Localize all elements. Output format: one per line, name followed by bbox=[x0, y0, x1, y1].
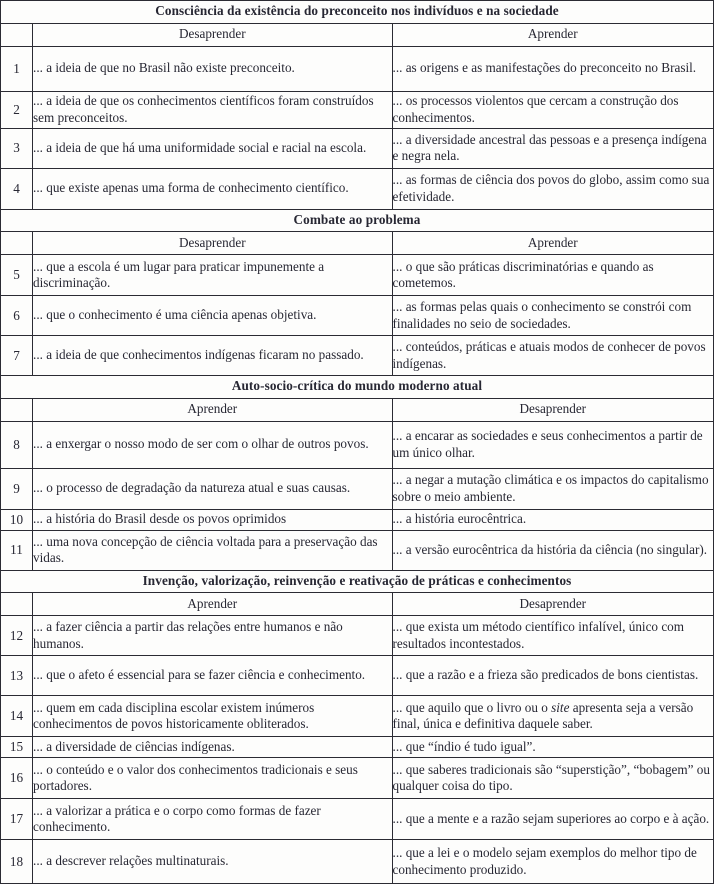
row-left-cell: ... a enxergar o nosso modo de ser com o olhar de outros povos. bbox=[33, 421, 392, 468]
row-left-cell: ... que a escola é um lugar para praticar impunemente a discriminação. bbox=[33, 255, 392, 296]
table-row bbox=[1, 696, 714, 737]
table-row bbox=[1, 421, 714, 468]
column-header-number bbox=[1, 593, 33, 616]
column-header-row bbox=[1, 593, 714, 616]
row-number: 17 bbox=[1, 799, 33, 840]
table-row bbox=[1, 758, 714, 799]
column-header-number bbox=[1, 232, 33, 255]
row-right-cell: ... a diversidade ancestral das pessoas e a presença indígena e negra nela. bbox=[392, 128, 713, 168]
table-row bbox=[1, 616, 714, 656]
row-left-cell: ... a valorizar a prática e o corpo como formas de fazer conhecimento. bbox=[33, 799, 392, 840]
section-title-row bbox=[1, 570, 714, 593]
row-number: 3 bbox=[1, 128, 33, 168]
table-row bbox=[1, 91, 714, 128]
row-left-cell: ... quem em cada disciplina escolar existem inúmeros conhecimentos de povos historicamente obliterados. bbox=[33, 696, 392, 737]
row-number: 16 bbox=[1, 758, 33, 799]
row-right-cell: ... a encarar as sociedades e seus conhecimentos a partir de um único olhar. bbox=[392, 421, 713, 468]
row-left-cell: ... uma nova concepção de ciência voltada para a preservação das vidas. bbox=[33, 530, 392, 570]
table-row bbox=[1, 336, 714, 376]
row-number: 6 bbox=[1, 296, 33, 336]
table-row bbox=[1, 840, 714, 884]
row-number: 11 bbox=[1, 530, 33, 570]
row-right-cell: ... que a lei e o modelo sejam exemplos do melhor tipo de conhecimento produzido. bbox=[392, 840, 713, 884]
column-header-number bbox=[1, 398, 33, 421]
table-row bbox=[1, 530, 714, 570]
row-right-cell: ... a negar a mutação climática e os impactos do capitalismo sobre o meio ambiente. bbox=[392, 468, 713, 509]
table-row bbox=[1, 168, 714, 209]
row-left-cell: ... o conteúdo e o valor dos conhecimentos tradicionais e seus portadores. bbox=[33, 758, 392, 799]
table-row bbox=[1, 296, 714, 336]
table-row bbox=[1, 737, 714, 758]
row-number: 2 bbox=[1, 91, 33, 128]
row-number: 8 bbox=[1, 421, 33, 468]
table-body bbox=[1, 1, 714, 884]
row-right-cell: ... os processos violentos que cercam a construção dos conhecimentos. bbox=[392, 91, 713, 128]
section-title: Invenção, valorização, reinvenção e reativação de práticas e conhecimentos bbox=[1, 570, 714, 593]
section-title-row bbox=[1, 1, 714, 24]
row-left-cell: ... que o conhecimento é uma ciência apenas objetiva. bbox=[33, 296, 392, 336]
table-row bbox=[1, 468, 714, 509]
row-right-cell: ... a versão eurocêntrica da história da ciência (no singular). bbox=[392, 530, 713, 570]
column-header-right: Desaprender bbox=[392, 593, 713, 616]
column-header-row bbox=[1, 23, 714, 46]
row-right-cell: ... que a mente e a razão sejam superiores ao corpo e à ação. bbox=[392, 799, 713, 840]
row-left-cell: ... a descrever relações multinaturais. bbox=[33, 840, 392, 884]
row-number: 7 bbox=[1, 336, 33, 376]
row-right-cell: ... a história eurocêntrica. bbox=[392, 509, 713, 530]
row-left-cell: ... que o afeto é essencial para se fazer ciência e conhecimento. bbox=[33, 656, 392, 696]
row-left-cell: ... a ideia de que os conhecimentos científicos foram construídos sem preconceitos. bbox=[33, 91, 392, 128]
table-row bbox=[1, 656, 714, 696]
section-title: Combate ao problema bbox=[1, 209, 714, 232]
row-left-cell: ... que existe apenas uma forma de conhecimento científico. bbox=[33, 168, 392, 209]
row-left-cell: ... a história do Brasil desde os povos oprimidos bbox=[33, 509, 392, 530]
row-number: 18 bbox=[1, 840, 33, 884]
column-header-row bbox=[1, 232, 714, 255]
row-left-cell: ... a ideia de que há uma uniformidade social e racial na escola. bbox=[33, 128, 392, 168]
row-number: 1 bbox=[1, 46, 33, 91]
row-right-cell: ... que exista um método científico infalível, único com resultados incontestados. bbox=[392, 616, 713, 656]
column-header-left: Desaprender bbox=[33, 232, 392, 255]
section-title: Consciência da existência do preconceito nos indivíduos e na sociedade bbox=[1, 1, 714, 24]
row-right-cell: ... o que são práticas discriminatórias e quando as cometemos. bbox=[392, 255, 713, 296]
column-header-left: Desaprender bbox=[33, 23, 392, 46]
column-header-row bbox=[1, 398, 714, 421]
row-left-cell: ... a diversidade de ciências indígenas. bbox=[33, 737, 392, 758]
column-header-right: Aprender bbox=[392, 23, 713, 46]
row-left-cell: ... o processo de degradação da natureza atual e suas causas. bbox=[33, 468, 392, 509]
row-number: 15 bbox=[1, 737, 33, 758]
row-right-text-italic: site bbox=[551, 699, 570, 715]
row-number: 10 bbox=[1, 509, 33, 530]
column-header-right: Desaprender bbox=[392, 398, 713, 421]
row-right-cell bbox=[392, 696, 713, 737]
row-number: 4 bbox=[1, 168, 33, 209]
section-title-row bbox=[1, 209, 714, 232]
table-row bbox=[1, 799, 714, 840]
column-header-left: Aprender bbox=[33, 593, 392, 616]
row-right-cell: ... que “índio é tudo igual”. bbox=[392, 737, 713, 758]
row-number: 14 bbox=[1, 696, 33, 737]
row-left-cell: ... a ideia de que no Brasil não existe preconceito. bbox=[33, 46, 392, 91]
table-row bbox=[1, 509, 714, 530]
table-row bbox=[1, 46, 714, 91]
row-right-text-pre: ... que aquilo que o livro ou o bbox=[392, 699, 552, 715]
row-left-cell: ... a ideia de que conhecimentos indígenas ficaram no passado. bbox=[33, 336, 392, 376]
row-right-cell: ... as formas de ciência dos povos do globo, assim como sua efetividade. bbox=[392, 168, 713, 209]
row-right-cell: ... as formas pelas quais o conhecimento se constrói com finalidades no seio de sociedades. bbox=[392, 296, 713, 336]
section-title: Auto-socio-crítica do mundo moderno atual bbox=[1, 376, 714, 399]
row-right-cell: ... que a razão e a frieza são predicados de bons cientistas. bbox=[392, 656, 713, 696]
section-title-row bbox=[1, 376, 714, 399]
row-number: 12 bbox=[1, 616, 33, 656]
column-header-left: Aprender bbox=[33, 398, 392, 421]
row-number: 5 bbox=[1, 255, 33, 296]
row-number: 9 bbox=[1, 468, 33, 509]
row-left-cell: ... a fazer ciência a partir das relações entre humanos e não humanos. bbox=[33, 616, 392, 656]
row-right-cell: ... que saberes tradicionais são “superstição”, “bobagem” ou qualquer coisa do tipo. bbox=[392, 758, 713, 799]
table-row bbox=[1, 255, 714, 296]
row-right-cell: ... conteúdos, práticas e atuais modos de conhecer de povos indígenas. bbox=[392, 336, 713, 376]
column-header-number bbox=[1, 23, 33, 46]
row-right-cell: ... as origens e as manifestações do preconceito no Brasil. bbox=[392, 46, 713, 91]
table-row bbox=[1, 128, 714, 168]
column-header-right: Aprender bbox=[392, 232, 713, 255]
row-right-text-post: apresenta seja a versão final, única e definitiva daquele saber. bbox=[392, 699, 694, 731]
row-number: 13 bbox=[1, 656, 33, 696]
